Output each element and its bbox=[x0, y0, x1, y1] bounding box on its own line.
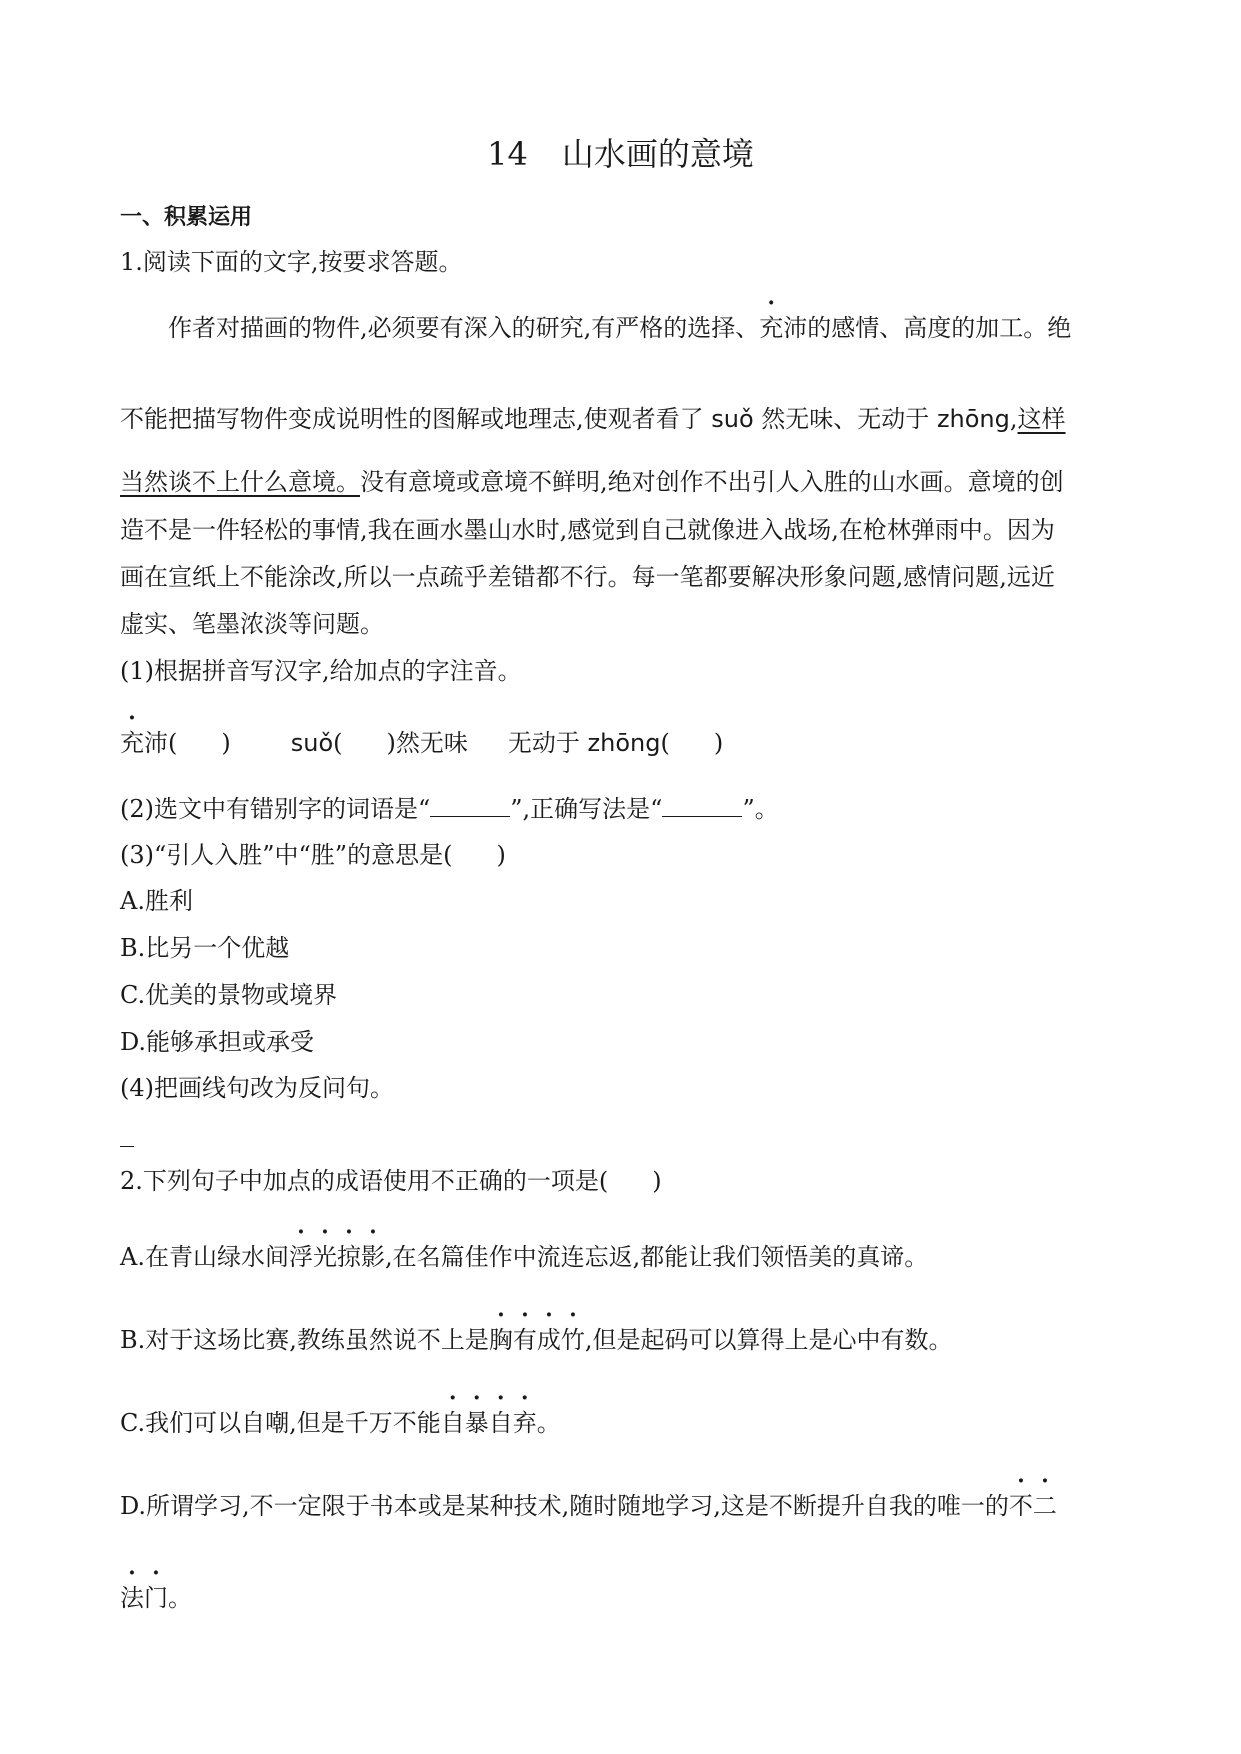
pinyin-zhong: zhōng bbox=[936, 405, 1010, 433]
pinyin-suo: suǒ bbox=[711, 405, 754, 433]
q2-option-b: B.对于这场比赛,教练虽然说不上是胸有成竹,但是起码可以算得上是心中有数。 bbox=[120, 1326, 953, 1354]
q2-option-a: A.在青山绿水间浮光掠影,在名篇佳作中流连忘返,都能让我们领悟美的真谛。 bbox=[120, 1243, 929, 1271]
q1-sub2: (2)选文中有错别字的词语是“ ”,正确写法是“ ”。 bbox=[120, 795, 779, 823]
q2-option-c: C.我们可以自嘲,但是千万不能自暴自弃。 bbox=[120, 1409, 561, 1437]
page-title bbox=[0, 134, 1241, 174]
q1-stem: 1.阅读下面的文字,按要求答题。 bbox=[120, 248, 463, 276]
underlined-sentence: 这样 bbox=[1017, 405, 1066, 433]
q2-option-d: D.所谓学习,不一定限于书本或是某种技术,随时随地学习,这是不断提升自我的唯一的不二 bbox=[120, 1492, 1057, 1520]
option-c: C.优美的景物或境界 bbox=[120, 981, 338, 1009]
option-d: D.能够承担或承受 bbox=[120, 1028, 315, 1056]
passage-line-3: 当然谈不上什么意境。没有意境或意境不鲜明,绝对创作不出引人入胜的山水画。意境的创 bbox=[120, 468, 1064, 496]
pinyin-zhong: zhōng bbox=[587, 729, 661, 757]
passage-line-2: 不能把描写物件变成说明性的图解或地理志,使观者看了 suǒ 然无味、无动于 zhōng,这样 bbox=[120, 405, 1066, 433]
option-a: A.胜利 bbox=[120, 887, 193, 915]
dotted-char: 充 bbox=[759, 314, 784, 342]
passage-line-6: 虚实、笔墨浓淡等问题。 bbox=[120, 610, 384, 638]
passage-line-5: 画在宣纸上不能涂改,所以一点疏乎差错都不行。每一笔都要解决形象问题,感情问题,远近 bbox=[120, 563, 1055, 591]
underlined-sentence: 当然谈不上什么意境。 bbox=[120, 468, 360, 496]
q1-sub1-answer-line: 充沛( ) suǒ( )然无味 无动于 zhōng( ) bbox=[120, 729, 724, 757]
lesson-number: 14 bbox=[487, 135, 528, 173]
q2-option-d-cont: 法门。 bbox=[120, 1584, 192, 1612]
section-heading: 一、积累运用 bbox=[120, 205, 253, 230]
passage-line-1: 作者对描画的物件,必须要有深入的研究,有严格的选择、充沛的感情、高度的加工。绝 bbox=[168, 314, 1072, 342]
q1-sub3: (3)“引人入胜”中“胜”的意思是( ) bbox=[120, 841, 506, 869]
option-b: B.比另一个优越 bbox=[120, 934, 290, 962]
q1-sub1: (1)根据拼音写汉字,给加点的字注音。 bbox=[120, 657, 522, 685]
pinyin-suo: suǒ bbox=[290, 729, 334, 757]
passage-line-4: 造不是一件轻松的事情,我在画水墨山水时,感觉到自己就像进入战场,在枪林弹雨中。因为 bbox=[120, 516, 1055, 544]
dotted-char: 充 bbox=[120, 729, 144, 757]
answer-blank[interactable] bbox=[430, 796, 510, 817]
answer-blank[interactable] bbox=[662, 796, 742, 817]
q1-sub4: (4)把画线句改为反问句。 bbox=[120, 1074, 394, 1102]
q2-stem: 2.下列句子中加点的成语使用不正确的一项是( ) bbox=[120, 1167, 662, 1195]
lesson-title: 山水画的意境 bbox=[561, 135, 754, 173]
answer-line[interactable] bbox=[120, 1118, 134, 1155]
